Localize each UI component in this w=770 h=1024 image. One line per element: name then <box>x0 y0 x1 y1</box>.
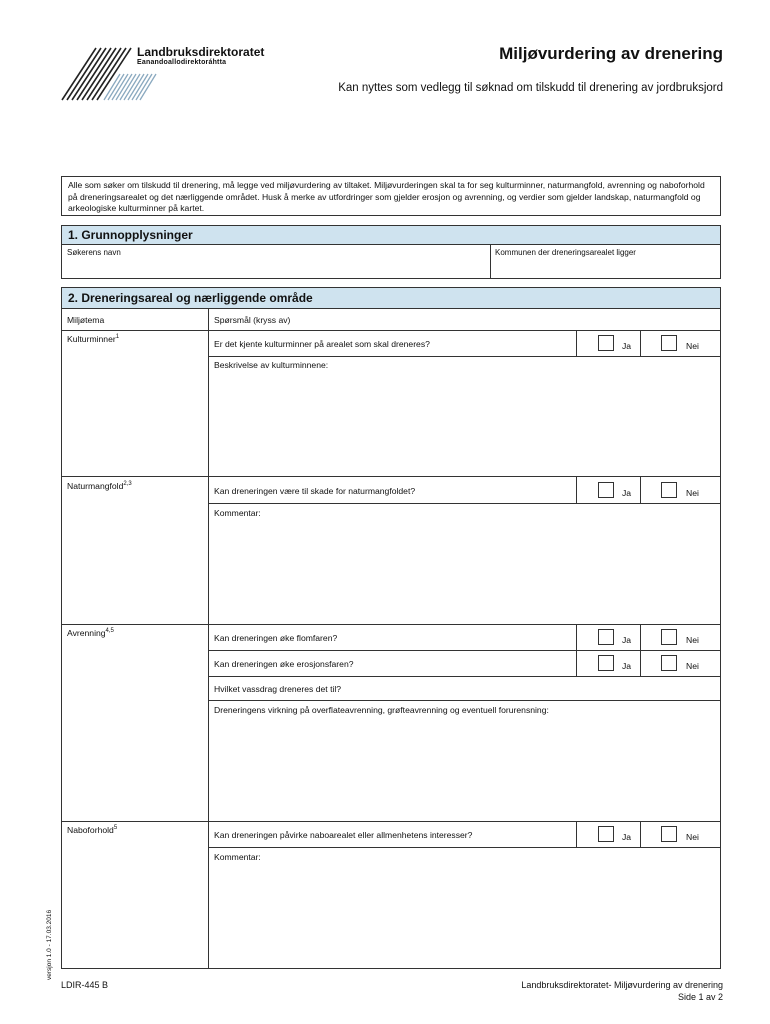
divider <box>576 821 577 847</box>
divider <box>576 476 577 503</box>
version-label: versjon 1.0 - 17.03.2016 <box>46 909 53 980</box>
theme-naboforhold: Naboforhold$^5$ <box>67 825 118 835</box>
question-kulturminner: Er det kjente kulturminner på arealet som skal dreneres? <box>214 339 430 349</box>
municipality-field[interactable] <box>494 259 718 277</box>
kulturminner-description-label: Beskrivelse av kulturminnene: <box>214 360 329 370</box>
flomfare-no-checkbox[interactable] <box>661 629 677 645</box>
naturmangfold-comment-label: Kommentar: <box>214 508 261 518</box>
divider <box>208 503 721 504</box>
naboforhold-comment-label: Kommentar: <box>214 852 261 862</box>
avrenning-description-label: Dreneringens virkning på overflateavrenning, grøfteavrenning og eventuell forurensning: <box>214 705 549 715</box>
no-label: Nei <box>686 832 699 842</box>
divider <box>61 330 721 331</box>
avrenning-description-field[interactable] <box>212 717 717 817</box>
erosjonsfare-no-checkbox[interactable] <box>661 655 677 671</box>
naboforhold-yes-checkbox[interactable] <box>598 826 614 842</box>
divider <box>640 624 641 676</box>
kulturminner-no-checkbox[interactable] <box>661 335 677 351</box>
kulturminner-yes-checkbox[interactable] <box>598 335 614 351</box>
divider <box>640 476 641 503</box>
yes-label: Ja <box>622 661 632 671</box>
divider <box>640 330 641 356</box>
question-erosjonsfare: Kan dreneringen øke erosjonsfaren? <box>214 659 354 669</box>
divider <box>208 700 721 701</box>
naturmangfold-yes-checkbox[interactable] <box>598 482 614 498</box>
applicant-name-field[interactable] <box>65 259 485 277</box>
divider <box>208 847 721 848</box>
kulturminner-description-field[interactable] <box>212 372 717 472</box>
intro-text: Alle som søker om tilskudd til drenering, må legge ved miljøvurdering av tiltaket. Miljøvurderingen skal ta for seg kulturminner, naturmangfold, avrenning og naboforhold på dreneringsarealet og det nærliggende området. Husk å merke av utfordringer som gjelder erosjon og avrenning, og verdier som gjelder landskap, naturmangfold og arkeologiske kulturminner på kartet. <box>61 176 721 216</box>
divider <box>208 356 721 357</box>
document-subtitle: Kan nyttes som vedlegg til søknad om tilskudd til drenering av jordbruksjord <box>338 82 723 94</box>
theme-kulturminner: Kulturminner$^1$ <box>67 334 120 344</box>
vassdrag-field[interactable] <box>380 680 715 698</box>
column-header-theme: Miljøtema <box>67 315 105 325</box>
section2-heading: 2. Dreneringsareal og nærliggende område <box>61 287 721 309</box>
divider <box>490 244 491 279</box>
divider <box>61 476 721 477</box>
question-naboforhold: Kan dreneringen påvirke naboarealet eller allmenhetens interesser? <box>214 830 473 840</box>
yes-label: Ja <box>622 341 632 351</box>
naturmangfold-comment-field[interactable] <box>212 520 717 620</box>
naturmangfold-no-checkbox[interactable] <box>661 482 677 498</box>
applicant-name-label: Søkerens navn <box>67 248 121 257</box>
theme-avrenning: Avrenning$^{4,5}$ <box>67 628 114 638</box>
form-id: LDIR-445 B <box>61 980 109 990</box>
no-label: Nei <box>686 635 699 645</box>
divider <box>576 624 577 676</box>
divider <box>640 821 641 847</box>
no-label: Nei <box>686 341 699 351</box>
theme-naturmangfold: Naturmangfold$^{2,3}$ <box>67 481 132 491</box>
divider <box>61 821 721 822</box>
question-flomfare: Kan dreneringen øke flomfaren? <box>214 633 338 643</box>
question-vassdrag: Hvilket vassdrag dreneres det til? <box>214 684 342 694</box>
org-subname: Eanandoallodirektoráhtta <box>137 59 227 66</box>
yes-label: Ja <box>622 488 632 498</box>
naboforhold-no-checkbox[interactable] <box>661 826 677 842</box>
naboforhold-comment-field[interactable] <box>212 864 717 964</box>
yes-label: Ja <box>622 832 632 842</box>
erosjonsfare-yes-checkbox[interactable] <box>598 655 614 671</box>
divider <box>208 650 721 651</box>
footer-title: Landbruksdirektoratet- Miljøvurdering av drenering <box>521 980 723 990</box>
no-label: Nei <box>686 488 699 498</box>
flomfare-yes-checkbox[interactable] <box>598 629 614 645</box>
question-naturmangfold: Kan dreneringen være til skade for naturmangfoldet? <box>214 486 416 496</box>
org-name: Landbruksdirektoratet <box>137 45 265 59</box>
theme-column-divider <box>208 308 209 969</box>
column-header-question: Spørsmål (kryss av) <box>214 315 291 325</box>
municipality-label: Kommunen der dreneringsarealet ligger <box>495 248 636 257</box>
page-number: Side 1 av 2 <box>677 992 723 1002</box>
divider <box>61 624 721 625</box>
no-label: Nei <box>686 661 699 671</box>
divider <box>576 330 577 356</box>
section1-heading: 1. Grunnopplysninger <box>61 225 721 245</box>
yes-label: Ja <box>622 635 632 645</box>
divider <box>208 676 721 677</box>
document-title: Miljøvurdering av drenering <box>499 44 723 63</box>
